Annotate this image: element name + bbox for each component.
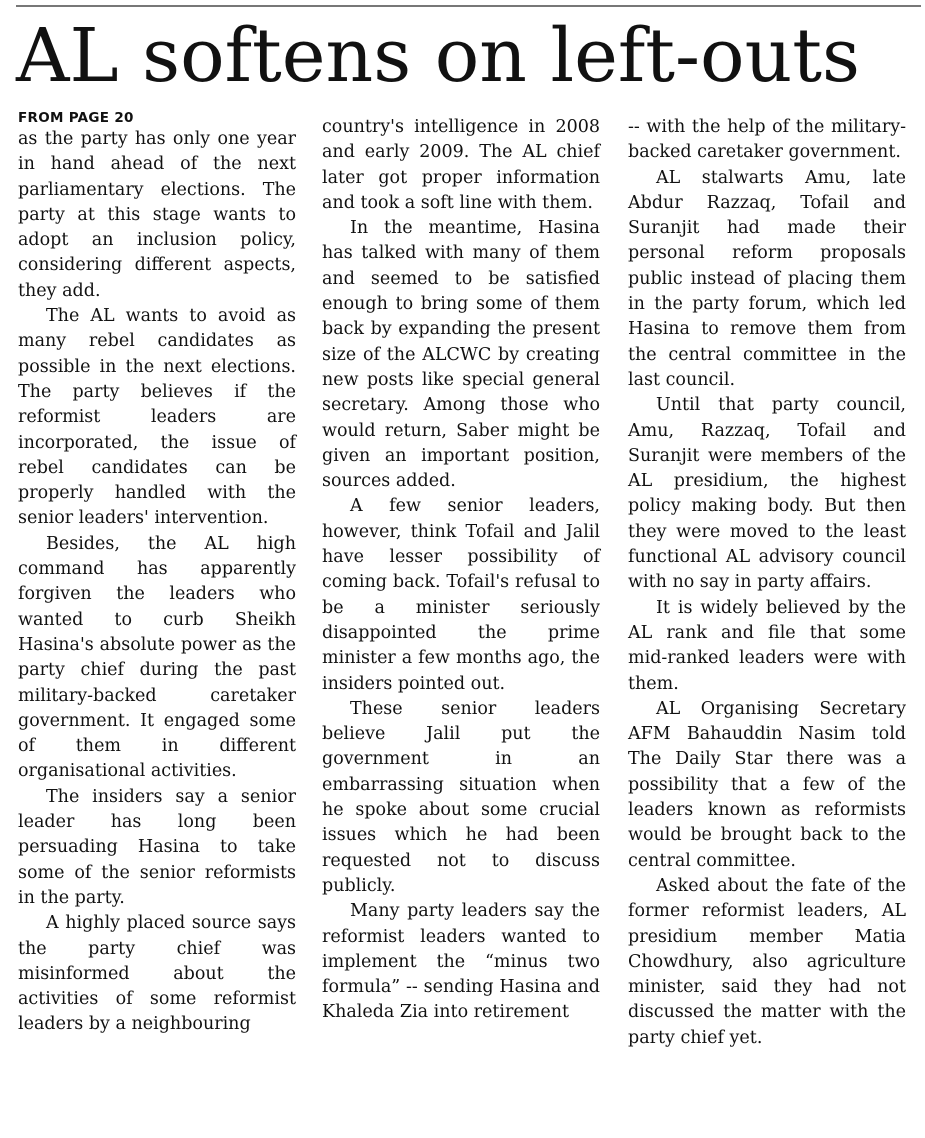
from-page-kicker: FROM PAGE 20 xyxy=(18,110,134,126)
paragraph: A highly placed source says the party chief was misinformed about the activities of some reformist leaders by a neighbouring xyxy=(18,913,296,1035)
headline: AL softens on left-outs xyxy=(16,13,860,99)
paragraph: country's intelligence in 2008 and early 2009. The AL chief later got proper information and took a soft line with them. xyxy=(322,117,600,213)
article-column-2 xyxy=(322,115,600,1026)
paragraph: Many party leaders say the reformist leaders wanted to implement the “minus two formula” -- sending Hasina and Khaleda Zia into retirement xyxy=(322,901,600,1023)
paragraph: -- with the help of the military-backed caretaker government. xyxy=(628,117,906,163)
paragraph: It is widely believed by the AL rank and file that some mid-ranked leaders were with them. xyxy=(628,597,906,694)
paragraph: as the party has only one year in hand ahead of the next parliamentary elections. The party at this stage wants to adopt an inclusion policy, considering different aspects, they add. xyxy=(18,129,296,301)
article-column-1 xyxy=(18,127,296,1038)
paragraph: AL stalwarts Amu, late Abdur Razzaq, Tofail and Suranjit had made their personal reform proposals public instead of placing them in the party forum, which led Hasina to remove them from the central committee in the last council. xyxy=(628,167,906,390)
top-rule xyxy=(16,5,921,7)
article-column-3 xyxy=(628,115,906,1051)
paragraph: In the meantime, Hasina has talked with many of them and seemed to be satisfied enough to bring some of them back by expanding the present size of the ALCWC by creating new posts like special general secretary. Among those who would return, Saber might be given an important position, sources added. xyxy=(322,218,600,492)
paragraph: These senior leaders believe Jalil put the government in an embarrassing situation when he spoke about some crucial issues which he had been requested not to discuss publicly. xyxy=(322,698,600,896)
paragraph: A few senior leaders, however, think Tofail and Jalil have lesser possibility of coming back. Tofail's refusal to be a minister seriously disappointed the prime minister a few months ago, the insiders pointed out. xyxy=(322,496,600,694)
paragraph: The AL wants to avoid as many rebel candidates as possible in the next elections. The party believes if the reformist leaders are incorporated, the issue of rebel candidates can be properly handled with the senior leaders' intervention. xyxy=(18,306,296,529)
paragraph: Until that party council, Amu, Razzaq, Tofail and Suranjit were members of the AL presidium, the highest policy making body. But then they were moved to the least functional AL advisory council with no say in party affairs. xyxy=(628,395,906,593)
paragraph: Asked about the fate of the former reformist leaders, AL presidium member Matia Chowdhury, also agriculture minister, said they had not discussed the matter with the party chief yet. xyxy=(628,875,906,1048)
paragraph: AL Organising Secretary AFM Bahauddin Nasim told The Daily Star there was a possibility that a few of the leaders known as reformists would be brought back to the central committee. xyxy=(628,698,906,871)
paragraph: Besides, the AL high command has apparently forgiven the leaders who wanted to curb Sheikh Hasina's absolute power as the party chief during the past military-backed caretaker government. It engaged some of them in different organisational activities. xyxy=(18,533,296,782)
paragraph: The insiders say a senior leader has long been persuading Hasina to take some of the senior reformists in the party. xyxy=(18,786,296,908)
